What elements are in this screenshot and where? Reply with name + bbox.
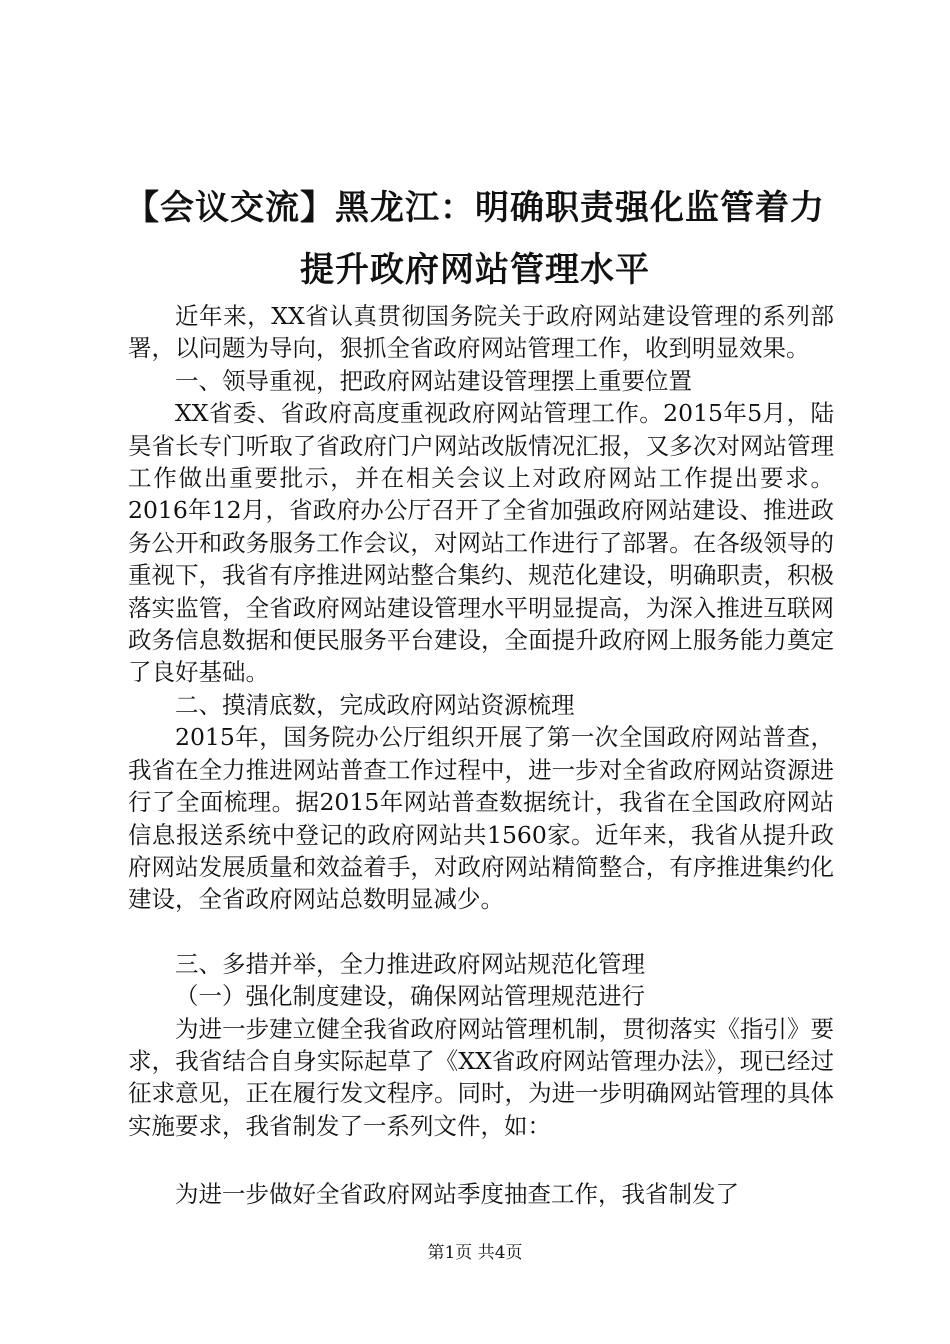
- section-heading-3: 三、多措并举，全力推进政府网站规范化管理: [175, 949, 645, 978]
- section-heading-2: 二、摸清底数，完成政府网站资源梳理: [175, 690, 575, 719]
- page-number-footer: 第1页 共4页: [427, 1243, 523, 1263]
- document-body: [128, 300, 834, 1211]
- paragraph-section-2: 2015年，国务院办公厅组织开展了第一次全国政府网站普查，我省在全力推进网站普查工作过程中，进一步对全省政府网站资源进行了全面梳理。据2015年网站普查数据统计，我省在全国政府网站信息报送系统中登记的政府网站共1560家。近年来，我省从提升政府网站发展质量和效益着手，对政府网站精简整合，有序推进集约化建设，全省政府网站总数明显减少。: [128, 723, 834, 914]
- document-title-line-1: 【会议交流】黑龙江：明确职责强化监管着力: [125, 188, 825, 228]
- paragraph-intro: 近年来，XX省认真贯彻国务院关于政府网站建设管理的系列部署，以问题为导向，狠抓全省政府网站管理工作，收到明显效果。: [128, 302, 834, 363]
- subsection-heading-1: （一）强化制度建设，确保网站管理规范进行: [175, 982, 645, 1011]
- paragraph-subsection-1: 为进一步建立健全我省政府网站管理机制，贯彻落实《指引》要求，我省结合自身实际起草了《XX省政府网站管理办法》，现已经过征求意见，正在履行发文程序。同时，为进一步明确网站管理的具体实施要求，我省制发了一系列文件，如：: [128, 1014, 834, 1140]
- section-heading-1: 一、领导重视，把政府网站建设管理摆上重要位置: [175, 366, 692, 395]
- paragraph-quarterly-check: 为进一步做好全省政府网站季度抽查工作，我省制发了: [175, 1180, 739, 1209]
- document-title-line-2: 提升政府网站管理水平: [300, 250, 650, 290]
- paragraph-section-1: XX省委、省政府高度重视政府网站管理工作。2015年5月，陆昊省长专门听取了省政府门户网站改版情况汇报，又多次对网站管理工作做出重要批示，并在相关会议上对政府网站工作提出要求。2016年12月，省政府办公厅召开了全省加强政府网站建设、推进政务公开和政务服务工作会议，对网站工作进行了部署。在各级领导的重视下，我省有序推进网站整合集约、规范化建设，明确职责，积极落实监管，全省政府网站建设管理水平明显提高，为深入推进互联网政务信息数据和便民服务平台建设，全面提升政府网上服务能力奠定了良好基础。: [128, 399, 834, 687]
